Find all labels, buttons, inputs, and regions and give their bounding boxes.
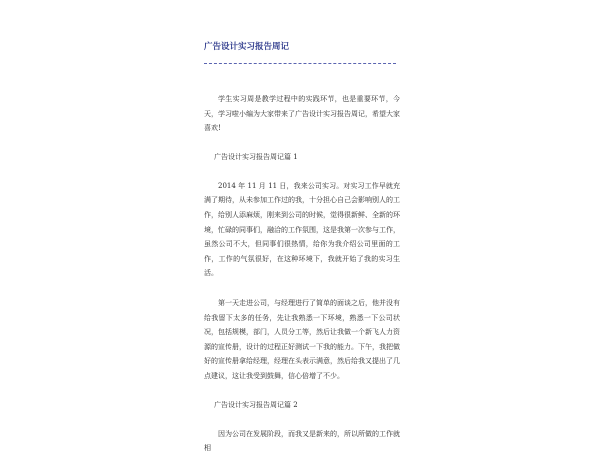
section2-paragraph-1: 因为公司在发展阶段，而我又是新来的，所以所做的工作就相	[204, 429, 400, 453]
section-heading-2: 广告设计实习报告周记篇 2	[214, 400, 298, 409]
document-body	[204, 92, 400, 471]
section1-paragraph-2: 第一天走进公司，与经理进行了简单的面谈之后，他并没有给我留下太多的任务，先让我熟悉一下环境，熟悉一下公司状况，包括规模，部门，人员分工等，然后让我做一个新飞人力资源的宣传册，设计的过程正好测试一下我的能力。下午，我把做好的宣传册拿给经理，经理在头表示满意，然后给我又提出了几点建议，这让我受到鼓舞，信心倍增了不少。	[204, 298, 400, 380]
title-divider	[204, 63, 396, 64]
section1-paragraph-1: 2014 年 11 月 11 日，我来公司实习。对实习工作早就充满了期待，从未参加工作过的我，十分担心自己会影响别人的工作，给别人添麻烦，刚来到公司的时候，觉得很新鲜、全新的环境，忙碌的同事们，融洽的工作氛围，这是我第一次参与工作，虽然公司不大，但同事们很热情，给你为我介绍公司里面的工作，工作的气氛很好，在这种环境下，我就开始了我的实习生活。	[204, 181, 400, 278]
intro-paragraph: 学生实习周是教学过程中的实践环节，也是重要环节，今天，学习啦小编为大家带来了广告设计实习报告周记，希望大家喜欢!	[204, 95, 400, 133]
section-heading-1: 广告设计实习报告周记篇 1	[214, 152, 298, 161]
document-title: 广告设计实习报告周记	[204, 42, 290, 52]
